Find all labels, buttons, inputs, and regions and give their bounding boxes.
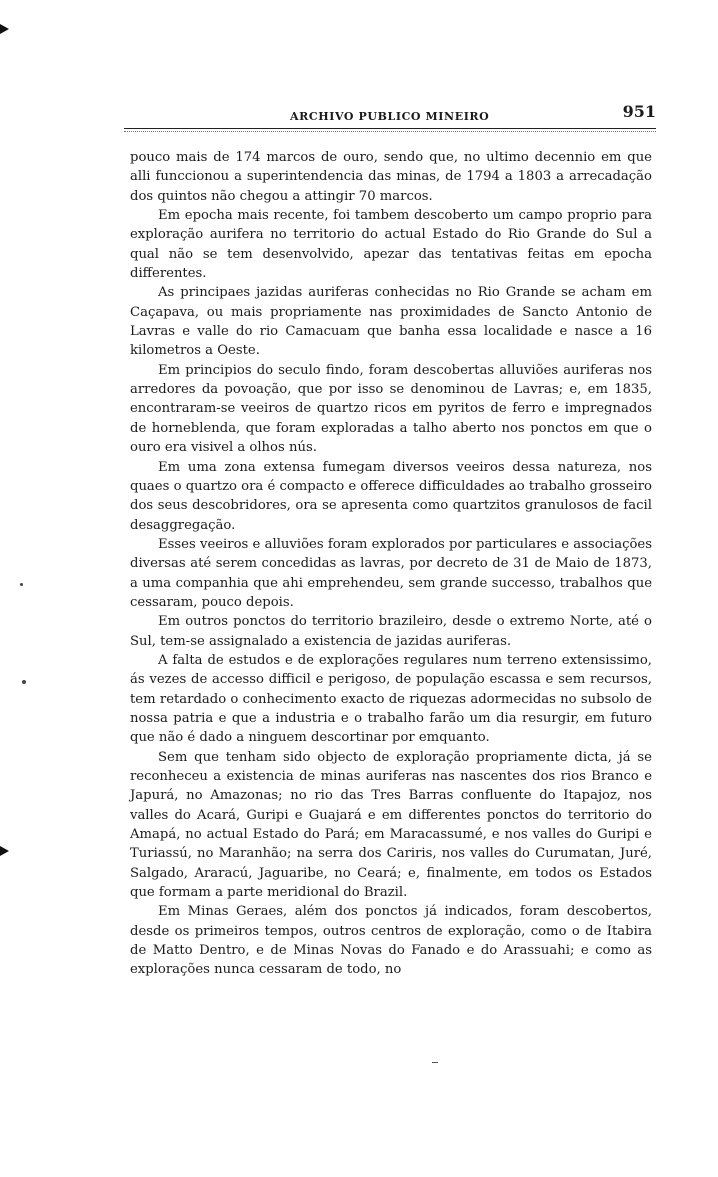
margin-edge-mark <box>0 24 9 34</box>
ink-speck <box>22 680 26 684</box>
paragraph: Sem que tenham sido objecto de exploração propriamente dicta, já se reconheceu a existencia de minas auriferas nas nascentes dos rios Branco e Japurá, no Amazonas; no rio das Tres Barras confluente do Itapajoz, nos valles do Acará, Guripi e Guajará e em differentes ponctos do territorio do Amapá, no actual Estado do Pará; em Maracassumé, e nos valles do Guripi e Turiassú, no Maranhão; na serra dos Cariris, nos valles do Curumatan, Juré, Salgado, Araracú, Jaguaribe, no Ceará; e, finalmente, em todos os Estados que formam a parte meridional do Brazil. <box>130 749 652 901</box>
footer-mark <box>432 1062 438 1063</box>
paragraph: Em epocha mais recente, foi tambem descoberto um campo proprio para exploração aurifera no territorio do actual Estado do Rio Grande do Sul a qual não se tem desenvolvido, apezar das tentativas feitas em epocha differentes. <box>130 208 652 282</box>
page-number: 951 <box>622 102 656 121</box>
paragraph: Em outros ponctos do territorio brazileiro, desde o extremo Norte, até o Sul, tem-se assignalado a existencia de jazidas auriferas. <box>130 614 652 649</box>
ink-speck <box>20 583 23 586</box>
paragraph: A falta de estudos e de explorações regulares num terreno extensissimo, ás vezes de accesso difficil e perigoso, de população escassa e sem recursos, tem retardado o conhecimento exacto de riquezas adormecidas no subsolo de nossa patria e que a industria e o trabalho farão um dia resurgir, em futuro que não é dado a ninguem descortinar por emquanto. <box>130 652 652 746</box>
page-header <box>130 102 656 126</box>
paragraph: Em Minas Geraes, além dos ponctos já indicados, foram descobertos, desde os primeiros tempos, outros centros de exploração, como o de Itabira de Matto Dentro, e de Minas Novas do Fanado e do Arassuahi; e como as explorações nunca cessaram de todo, no <box>130 904 652 978</box>
header-rule <box>124 128 656 129</box>
paragraph: Em uma zona extensa fumegam diversos veeiros dessa natureza, nos quaes o quartzo ora é compacto e offerece difficuldades ao trabalho grosseiro dos seus descobridores, ora se apresenta como quartzitos granulosos de facil desaggregação. <box>130 459 652 533</box>
paragraph: pouco mais de 174 marcos de ouro, sendo que, no ultimo decennio em que alli funccionou a superintendencia das minas, de 1794 a 1803 a arrecadação dos quintos não chegou a attingir 70 marcos. <box>130 150 652 204</box>
paragraph: Em principios do seculo findo, foram descobertas alluviões auriferas nos arredores da povoação, que por isso se denominou de Lavras; e, em 1835, encontraram-se veeiros de quartzo ricos em pyritos de ferro e impregnados de horneblenda, que foram exploradas a talho aberto nos ponctos em que o ouro era visivel a olhos nús. <box>130 362 652 456</box>
header-rule-dotted <box>124 131 656 132</box>
paragraph: As principaes jazidas auriferas conhecidas no Rio Grande se acham em Caçapava, ou mais propriamente nas proximidades de Sancto Antonio de Lavras e valle do rio Camacuam que banha essa localidade e nasce a 16 kilometros a Oeste. <box>130 285 652 359</box>
running-title: ARCHIVO PUBLICO MINEIRO <box>290 110 490 123</box>
margin-edge-mark <box>0 846 9 856</box>
body-text <box>130 148 652 980</box>
paragraph: Esses veeiros e alluviões foram explorados por particulares e associações diversas até serem concedidas as lavras, por decreto de 31 de Maio de 1873, a uma companhia que ahi emprehendeu, sem grande successo, trabalhos que cessaram, pouco depois. <box>130 536 652 610</box>
